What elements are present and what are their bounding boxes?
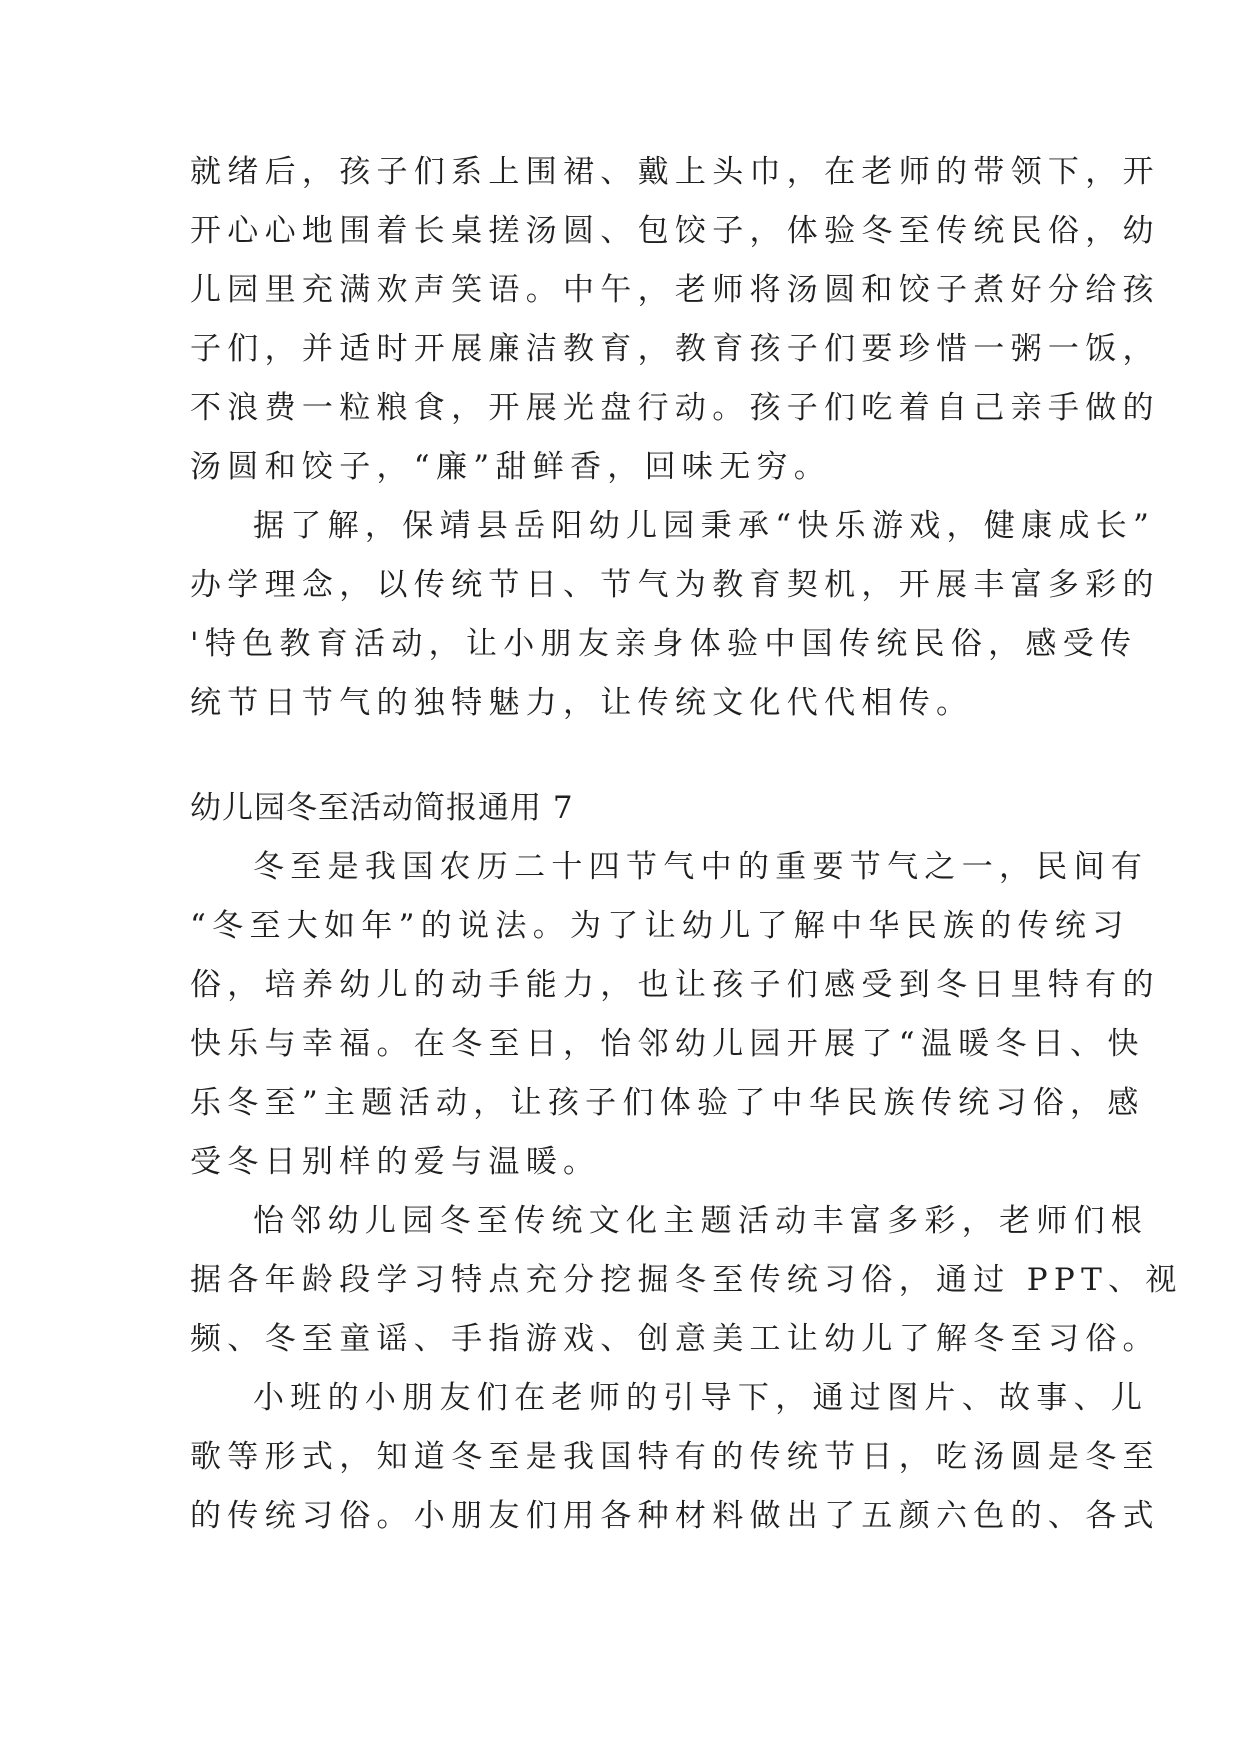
text-line-7: 据了解，保靖县岳阳幼儿园秉承“快乐游戏，健康成长”: [253, 508, 1156, 544]
text-line-9: '特色教育活动，让小朋友亲身体验中国传统民俗，感受传: [190, 626, 1138, 662]
text-line-13: 俗，培养幼儿的动手能力，也让孩子们感受到冬日里特有的: [190, 967, 1160, 1003]
text-line-22: 的传统习俗。小朋友们用各种材料做出了五颜六色的、各式: [190, 1498, 1160, 1534]
section-heading: 幼儿园冬至活动简报通用 7: [190, 790, 574, 826]
text-line-12: “冬至大如年”的说法。为了让幼儿了解中华民族的传统习: [190, 908, 1130, 944]
text-line-6: 汤圆和饺子，“廉”甜鲜香，回味无穷。: [190, 449, 832, 485]
text-line-2: 开心心地围着长桌搓汤圆、包饺子，体验冬至传统民俗，幼: [190, 213, 1160, 249]
text-line-20: 小班的小朋友们在老师的引导下，通过图片、故事、儿: [253, 1380, 1149, 1416]
text-line-10: 统节日节气的独特魅力，让传统文化代代相传。: [190, 685, 974, 721]
text-line-3: 儿园里充满欢声笑语。中午，老师将汤圆和饺子煮好分给孩: [190, 272, 1160, 308]
text-line-19: 频、冬至童谣、手指游戏、创意美工让幼儿了解冬至习俗。: [190, 1321, 1160, 1357]
text-line-5: 不浪费一粒粮食，开展光盘行动。孩子们吃着自己亲手做的: [190, 390, 1160, 426]
text-line-17: 怡邻幼儿园冬至传统文化主题活动丰富多彩，老师们根: [253, 1203, 1149, 1239]
text-line-15: 乐冬至”主题活动，让孩子们体验了中华民族传统习俗，感: [190, 1085, 1145, 1121]
text-line-14: 快乐与幸福。在冬至日，怡邻幼儿园开展了“温暖冬日、快: [190, 1026, 1145, 1062]
text-line-1: 就绪后，孩子们系上围裙、戴上头巾，在老师的带领下，开: [190, 154, 1160, 190]
text-line-4: 子们，并适时开展廉洁教育，教育孩子们要珍惜一粥一饭，: [190, 331, 1160, 367]
text-line-16: 受冬日别样的爱与温暖。: [190, 1144, 601, 1180]
text-line-11: 冬至是我国农历二十四节气中的重要节气之一，民间有: [253, 849, 1149, 885]
text-line-8: 办学理念，以传统节日、节气为教育契机，开展丰富多彩的: [190, 567, 1160, 603]
text-line-21: 歌等形式，知道冬至是我国特有的传统节日，吃汤圆是冬至: [190, 1439, 1160, 1475]
text-line-18: 据各年龄段学习特点充分挖掘冬至传统习俗，通过 PPT、视: [190, 1262, 1183, 1298]
